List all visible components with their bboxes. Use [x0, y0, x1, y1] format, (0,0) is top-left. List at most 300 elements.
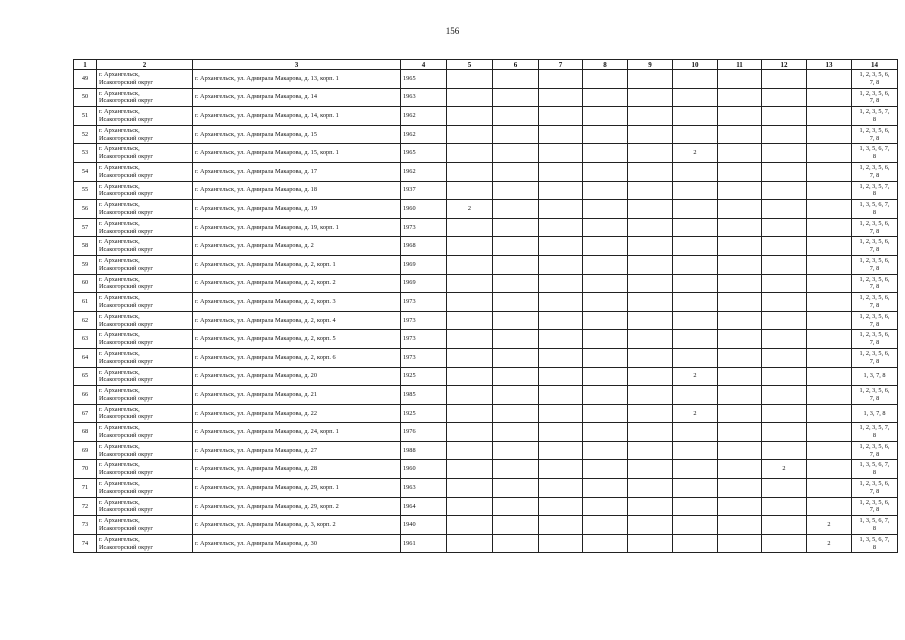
column-13-cell [807, 367, 852, 386]
district-cell: г. Архангельск, Исакогорский округ [97, 386, 193, 405]
column-11-cell [718, 255, 762, 274]
column-10-cell [673, 348, 718, 367]
column-5-cell [447, 107, 493, 126]
column-10-cell [673, 311, 718, 330]
table-body [74, 70, 898, 553]
address-cell: г. Архангельск, ул. Адмирала Макарова, д. 15, корп. 1 [193, 144, 401, 163]
column-6-cell [493, 441, 539, 460]
column-6-cell [493, 497, 539, 516]
column-13-cell [807, 125, 852, 144]
column-8-cell [583, 107, 628, 126]
address-cell: г. Архангельск, ул. Адмирала Макарова, д. 15 [193, 125, 401, 144]
column-13-cell: 2 [807, 534, 852, 553]
column-10-cell [673, 274, 718, 293]
column-6-cell [493, 70, 539, 89]
codes-cell: 1, 3, 7, 8 [852, 404, 898, 423]
column-7-cell [539, 311, 583, 330]
codes-cell: 1, 2, 3, 5, 7, 8 [852, 181, 898, 200]
column-9-cell [628, 107, 673, 126]
column-header: 2 [97, 60, 193, 70]
column-7-cell [539, 144, 583, 163]
address-cell: г. Архангельск, ул. Адмирала Макарова, д. 27 [193, 441, 401, 460]
table-row [74, 497, 898, 516]
column-10-cell [673, 237, 718, 256]
row-number-cell: 69 [74, 441, 97, 460]
row-number-cell: 70 [74, 460, 97, 479]
codes-cell: 1, 3, 5, 6, 7, 8 [852, 516, 898, 535]
column-5-cell [447, 479, 493, 498]
column-6-cell [493, 237, 539, 256]
year-cell: 1960 [401, 200, 447, 219]
year-cell: 1968 [401, 237, 447, 256]
column-7-cell [539, 293, 583, 312]
column-13-cell [807, 107, 852, 126]
address-cell: г. Архангельск, ул. Адмирала Макарова, д. 24, корп. 1 [193, 423, 401, 442]
column-8-cell [583, 386, 628, 405]
column-header: 4 [401, 60, 447, 70]
row-number-cell: 62 [74, 311, 97, 330]
column-5-cell [447, 386, 493, 405]
column-10-cell [673, 441, 718, 460]
column-6-cell [493, 534, 539, 553]
column-11-cell [718, 218, 762, 237]
column-10-cell [673, 460, 718, 479]
district-cell: г. Архангельск, Исакогорский округ [97, 497, 193, 516]
column-13-cell: 2 [807, 516, 852, 535]
codes-cell: 1, 3, 7, 8 [852, 367, 898, 386]
column-7-cell [539, 218, 583, 237]
column-13-cell [807, 70, 852, 89]
column-6-cell [493, 181, 539, 200]
district-cell: г. Архангельск, Исакогорский округ [97, 88, 193, 107]
column-9-cell [628, 423, 673, 442]
column-7-cell [539, 88, 583, 107]
column-8-cell [583, 255, 628, 274]
column-header: 14 [852, 60, 898, 70]
codes-cell: 1, 2, 3, 5, 6, 7, 8 [852, 274, 898, 293]
column-11-cell [718, 367, 762, 386]
year-cell: 1962 [401, 125, 447, 144]
column-header: 11 [718, 60, 762, 70]
column-12-cell [762, 330, 807, 349]
column-9-cell [628, 460, 673, 479]
column-9-cell [628, 162, 673, 181]
column-5-cell: 2 [447, 200, 493, 219]
year-cell: 1960 [401, 460, 447, 479]
table-row [74, 348, 898, 367]
column-header: 6 [493, 60, 539, 70]
year-cell: 1973 [401, 293, 447, 312]
column-11-cell [718, 497, 762, 516]
district-cell: г. Архангельск, Исакогорский округ [97, 404, 193, 423]
row-number-cell: 64 [74, 348, 97, 367]
district-cell: г. Архангельск, Исакогорский округ [97, 293, 193, 312]
year-cell: 1973 [401, 330, 447, 349]
column-13-cell [807, 293, 852, 312]
table-row [74, 144, 898, 163]
column-11-cell [718, 107, 762, 126]
column-9-cell [628, 367, 673, 386]
address-cell: г. Архангельск, ул. Адмирала Макарова, д. 30 [193, 534, 401, 553]
column-6-cell [493, 274, 539, 293]
district-cell: г. Архангельск, Исакогорский округ [97, 125, 193, 144]
codes-cell: 1, 2, 3, 5, 6, 7, 8 [852, 386, 898, 405]
column-12-cell [762, 497, 807, 516]
column-6-cell [493, 479, 539, 498]
column-12-cell [762, 293, 807, 312]
column-9-cell [628, 497, 673, 516]
column-11-cell [718, 311, 762, 330]
codes-cell: 1, 2, 3, 5, 6, 7, 8 [852, 330, 898, 349]
year-cell: 1965 [401, 70, 447, 89]
column-5-cell [447, 460, 493, 479]
column-7-cell [539, 516, 583, 535]
column-6-cell [493, 144, 539, 163]
column-7-cell [539, 441, 583, 460]
column-header: 13 [807, 60, 852, 70]
row-number-cell: 67 [74, 404, 97, 423]
column-5-cell [447, 274, 493, 293]
codes-cell: 1, 2, 3, 5, 7, 8 [852, 423, 898, 442]
district-cell: г. Архангельск, Исакогорский округ [97, 367, 193, 386]
column-12-cell [762, 441, 807, 460]
column-9-cell [628, 479, 673, 498]
column-header: 8 [583, 60, 628, 70]
year-cell: 1976 [401, 423, 447, 442]
address-cell: г. Архангельск, ул. Адмирала Макарова, д. 2, корп. 3 [193, 293, 401, 312]
column-5-cell [447, 497, 493, 516]
table-row [74, 237, 898, 256]
column-12-cell [762, 404, 807, 423]
column-8-cell [583, 181, 628, 200]
column-7-cell [539, 107, 583, 126]
column-6-cell [493, 125, 539, 144]
table-row [74, 274, 898, 293]
column-11-cell [718, 441, 762, 460]
column-8-cell [583, 423, 628, 442]
column-7-cell [539, 162, 583, 181]
column-5-cell [447, 348, 493, 367]
column-7-cell [539, 255, 583, 274]
table-row [74, 423, 898, 442]
table-row [74, 162, 898, 181]
row-number-cell: 55 [74, 181, 97, 200]
column-9-cell [628, 330, 673, 349]
column-12-cell [762, 386, 807, 405]
column-7-cell [539, 330, 583, 349]
column-5-cell [447, 218, 493, 237]
column-10-cell [673, 107, 718, 126]
column-13-cell [807, 88, 852, 107]
column-5-cell [447, 88, 493, 107]
codes-cell: 1, 2, 3, 5, 6, 7, 8 [852, 479, 898, 498]
row-number-cell: 72 [74, 497, 97, 516]
column-8-cell [583, 293, 628, 312]
column-9-cell [628, 534, 673, 553]
codes-cell: 1, 2, 3, 5, 6, 7, 8 [852, 237, 898, 256]
column-11-cell [718, 200, 762, 219]
column-5-cell [447, 311, 493, 330]
column-9-cell [628, 237, 673, 256]
row-number-cell: 60 [74, 274, 97, 293]
district-cell: г. Архангельск, Исакогорский округ [97, 181, 193, 200]
column-13-cell [807, 218, 852, 237]
column-9-cell [628, 386, 673, 405]
column-5-cell [447, 237, 493, 256]
row-number-cell: 73 [74, 516, 97, 535]
row-number-cell: 50 [74, 88, 97, 107]
column-7-cell [539, 423, 583, 442]
column-13-cell [807, 479, 852, 498]
column-10-cell [673, 479, 718, 498]
column-header: 3 [193, 60, 401, 70]
codes-cell: 1, 2, 3, 5, 6, 7, 8 [852, 311, 898, 330]
column-8-cell [583, 330, 628, 349]
table-row [74, 534, 898, 553]
column-13-cell [807, 497, 852, 516]
district-cell: г. Архангельск, Исакогорский округ [97, 200, 193, 219]
column-10-cell [673, 497, 718, 516]
table-row [74, 479, 898, 498]
column-8-cell [583, 534, 628, 553]
column-8-cell [583, 516, 628, 535]
codes-cell: 1, 2, 3, 5, 6, 7, 8 [852, 70, 898, 89]
column-8-cell [583, 497, 628, 516]
column-10-cell [673, 255, 718, 274]
column-10-cell [673, 330, 718, 349]
column-9-cell [628, 441, 673, 460]
column-6-cell [493, 255, 539, 274]
district-cell: г. Архангельск, Исакогорский округ [97, 516, 193, 535]
column-6-cell [493, 162, 539, 181]
address-cell: г. Архангельск, ул. Адмирала Макарова, д. 3, корп. 2 [193, 516, 401, 535]
column-12-cell [762, 162, 807, 181]
column-8-cell [583, 479, 628, 498]
address-cell: г. Архангельск, ул. Адмирала Макарова, д. 2, корп. 2 [193, 274, 401, 293]
column-header: 10 [673, 60, 718, 70]
codes-cell: 1, 3, 5, 6, 7, 8 [852, 460, 898, 479]
column-6-cell [493, 516, 539, 535]
column-13-cell [807, 330, 852, 349]
column-12-cell [762, 218, 807, 237]
column-8-cell [583, 237, 628, 256]
year-cell: 1973 [401, 311, 447, 330]
column-header: 5 [447, 60, 493, 70]
column-11-cell [718, 516, 762, 535]
codes-cell: 1, 2, 3, 5, 7, 8 [852, 107, 898, 126]
column-6-cell [493, 88, 539, 107]
column-9-cell [628, 404, 673, 423]
year-cell: 1973 [401, 348, 447, 367]
column-5-cell [447, 367, 493, 386]
codes-cell: 1, 2, 3, 5, 6, 7, 8 [852, 255, 898, 274]
year-cell: 1964 [401, 497, 447, 516]
address-cell: г. Архангельск, ул. Адмирала Макарова, д. 14 [193, 88, 401, 107]
column-10-cell [673, 181, 718, 200]
table-row [74, 330, 898, 349]
column-5-cell [447, 255, 493, 274]
column-10-cell [673, 200, 718, 219]
column-header: 9 [628, 60, 673, 70]
column-13-cell [807, 181, 852, 200]
column-5-cell [447, 70, 493, 89]
year-cell: 1925 [401, 367, 447, 386]
column-12-cell [762, 125, 807, 144]
district-cell: г. Архангельск, Исакогорский округ [97, 330, 193, 349]
column-9-cell [628, 348, 673, 367]
column-12-cell [762, 274, 807, 293]
address-cell: г. Архангельск, ул. Адмирала Макарова, д. 2, корп. 1 [193, 255, 401, 274]
codes-cell: 1, 2, 3, 5, 6, 7, 8 [852, 88, 898, 107]
column-11-cell [718, 274, 762, 293]
codes-cell: 1, 2, 3, 5, 6, 7, 8 [852, 441, 898, 460]
column-7-cell [539, 348, 583, 367]
year-cell: 1969 [401, 274, 447, 293]
district-cell: г. Архангельск, Исакогорский округ [97, 274, 193, 293]
column-13-cell [807, 255, 852, 274]
address-cell: г. Архангельск, ул. Адмирала Макарова, д. 2, корп. 4 [193, 311, 401, 330]
column-8-cell [583, 162, 628, 181]
column-8-cell [583, 348, 628, 367]
row-number-cell: 61 [74, 293, 97, 312]
column-header: 1 [74, 60, 97, 70]
column-6-cell [493, 404, 539, 423]
column-10-cell: 2 [673, 367, 718, 386]
row-number-cell: 49 [74, 70, 97, 89]
column-6-cell [493, 311, 539, 330]
table-row [74, 311, 898, 330]
column-8-cell [583, 144, 628, 163]
column-11-cell [718, 237, 762, 256]
column-13-cell [807, 386, 852, 405]
column-11-cell [718, 293, 762, 312]
column-12-cell [762, 181, 807, 200]
column-8-cell [583, 70, 628, 89]
column-9-cell [628, 255, 673, 274]
column-13-cell [807, 237, 852, 256]
row-number-cell: 59 [74, 255, 97, 274]
district-cell: г. Архангельск, Исакогорский округ [97, 534, 193, 553]
district-cell: г. Архангельск, Исакогорский округ [97, 479, 193, 498]
table-row [74, 255, 898, 274]
address-cell: г. Архангельск, ул. Адмирала Макарова, д. 20 [193, 367, 401, 386]
column-10-cell [673, 423, 718, 442]
column-13-cell [807, 200, 852, 219]
column-12-cell: 2 [762, 460, 807, 479]
column-9-cell [628, 218, 673, 237]
table-row [74, 107, 898, 126]
table-row [74, 181, 898, 200]
column-6-cell [493, 348, 539, 367]
column-7-cell [539, 404, 583, 423]
column-12-cell [762, 423, 807, 442]
register-table [73, 59, 898, 553]
year-cell: 1962 [401, 162, 447, 181]
table-row [74, 367, 898, 386]
codes-cell: 1, 3, 5, 6, 7, 8 [852, 534, 898, 553]
column-10-cell [673, 293, 718, 312]
column-10-cell [673, 88, 718, 107]
column-11-cell [718, 88, 762, 107]
address-cell: г. Архангельск, ул. Адмирала Макарова, д. 29, корп. 1 [193, 479, 401, 498]
table-row [74, 441, 898, 460]
column-5-cell [447, 330, 493, 349]
district-cell: г. Архангельск, Исакогорский округ [97, 70, 193, 89]
column-12-cell [762, 200, 807, 219]
district-cell: г. Архангельск, Исакогорский округ [97, 255, 193, 274]
column-6-cell [493, 460, 539, 479]
row-number-cell: 52 [74, 125, 97, 144]
column-8-cell [583, 404, 628, 423]
column-10-cell [673, 162, 718, 181]
column-8-cell [583, 88, 628, 107]
address-cell: г. Архангельск, ул. Адмирала Макарова, д. 19 [193, 200, 401, 219]
district-cell: г. Архангельск, Исакогорский округ [97, 460, 193, 479]
column-7-cell [539, 479, 583, 498]
codes-cell: 1, 2, 3, 5, 6, 7, 8 [852, 162, 898, 181]
column-8-cell [583, 125, 628, 144]
address-cell: г. Архангельск, ул. Адмирала Макарова, д. 22 [193, 404, 401, 423]
column-5-cell [447, 144, 493, 163]
district-cell: г. Архангельск, Исакогорский округ [97, 107, 193, 126]
column-8-cell [583, 311, 628, 330]
row-number-cell: 56 [74, 200, 97, 219]
address-cell: г. Архангельск, ул. Адмирала Макарова, д. 2, корп. 6 [193, 348, 401, 367]
row-number-cell: 68 [74, 423, 97, 442]
column-7-cell [539, 497, 583, 516]
row-number-cell: 74 [74, 534, 97, 553]
district-cell: г. Архангельск, Исакогорский округ [97, 441, 193, 460]
column-13-cell [807, 404, 852, 423]
column-9-cell [628, 125, 673, 144]
column-6-cell [493, 218, 539, 237]
column-5-cell [447, 534, 493, 553]
column-11-cell [718, 70, 762, 89]
column-12-cell [762, 237, 807, 256]
row-number-cell: 66 [74, 386, 97, 405]
header-row [74, 60, 898, 70]
column-13-cell [807, 348, 852, 367]
column-11-cell [718, 423, 762, 442]
column-9-cell [628, 516, 673, 535]
codes-cell: 1, 2, 3, 5, 6, 7, 8 [852, 497, 898, 516]
column-5-cell [447, 441, 493, 460]
district-cell: г. Архангельск, Исакогорский округ [97, 218, 193, 237]
column-10-cell [673, 534, 718, 553]
column-10-cell: 2 [673, 144, 718, 163]
year-cell: 1925 [401, 404, 447, 423]
column-7-cell [539, 200, 583, 219]
district-cell: г. Архангельск, Исакогорский округ [97, 348, 193, 367]
column-7-cell [539, 274, 583, 293]
column-7-cell [539, 534, 583, 553]
row-number-cell: 57 [74, 218, 97, 237]
column-8-cell [583, 274, 628, 293]
column-13-cell [807, 162, 852, 181]
column-11-cell [718, 348, 762, 367]
address-cell: г. Архангельск, ул. Адмирала Макарова, д. 14, корп. 1 [193, 107, 401, 126]
column-12-cell [762, 348, 807, 367]
codes-cell: 1, 3, 5, 6, 7, 8 [852, 200, 898, 219]
row-number-cell: 54 [74, 162, 97, 181]
column-9-cell [628, 274, 673, 293]
column-7-cell [539, 460, 583, 479]
address-cell: г. Архангельск, ул. Адмирала Макарова, д. 19, корп. 1 [193, 218, 401, 237]
column-8-cell [583, 460, 628, 479]
column-7-cell [539, 125, 583, 144]
column-13-cell [807, 441, 852, 460]
column-6-cell [493, 200, 539, 219]
